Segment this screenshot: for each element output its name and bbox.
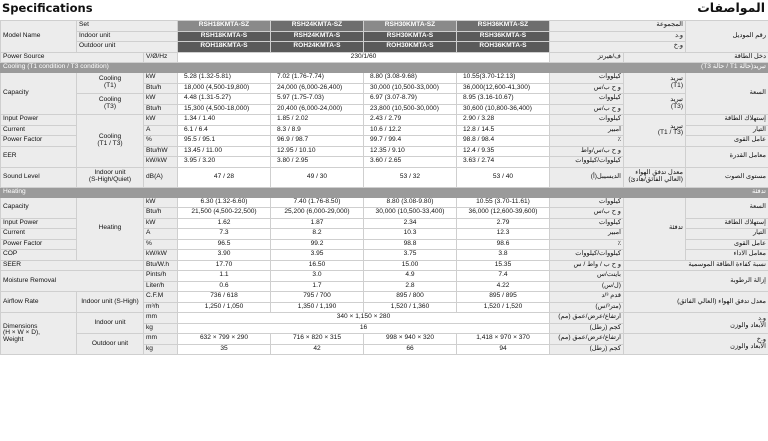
value-cell: 6.30 (1.32-6.60) [178,197,271,208]
value-cell: 10.55 (3.70-11.61) [457,197,550,208]
value-cell: 30,000 (10,500-33,000) [364,83,457,94]
value-cell: 36,000 (12,600-39,600) [457,208,550,219]
spec-cell: A [144,229,178,240]
value-cell: 24,000 (6,000-26,400) [271,83,364,94]
spec-cell: kW [144,73,178,84]
spec-cell: رقم الموديل [686,21,768,53]
spec-cell: و ح ب / واط / س [550,260,624,271]
value-cell: 96.5 [178,239,271,250]
spec-cell: kg [144,344,178,355]
section-row [1,187,768,197]
value-cell: 6.97 (3.07-8.79) [364,94,457,105]
title-ar: المواصفات [697,0,765,15]
spec-cell: m³/h [144,302,178,313]
value-cell: 99.7 / 99.4 [364,136,457,147]
spec-cell: Model Name [1,21,77,53]
spec-cell: كيلووات [550,218,624,229]
value-cell: 736 / 618 [178,292,271,303]
spec-cell [364,63,550,73]
value-cell: 1,520 / 1,360 [364,302,457,313]
spec-cell: تبريد (T1 / T3) [624,115,686,147]
spec-cell: و ح ب/س [550,104,624,115]
spec-cell: Btu/h [144,83,178,94]
spec-cell: تبريد (T1) [624,73,686,94]
value-cell: 99.2 [271,239,364,250]
spec-cell: kW [144,197,178,208]
value-cell: 998 × 940 × 320 [364,334,457,345]
value-cell: 2.90 / 3.28 [457,115,550,126]
spec-cell: % [144,136,178,147]
table-row [1,52,768,63]
spec-cell: Btu/hW [144,146,178,157]
section-header: تبريد(حالة T1 / حالة T3) [550,63,768,73]
spec-cell: Indoor unit [77,31,178,42]
value-cell: 7.3 [178,229,271,240]
spec-cell: Outdoor unit [77,42,178,53]
value-cell: 15.00 [364,260,457,271]
model-cell: ROH18KMTA-S [178,42,271,53]
header [0,0,768,17]
value-cell: 4.9 [364,271,457,282]
spec-cell: باينت/س [550,271,624,282]
spec-cell: كجم (رطل) [550,323,624,334]
spec-cell: kW [144,115,178,126]
spec-cell: ارتفاع/عرض/عمق (مم) [550,313,624,324]
value-cell: 5.28 (1.32-5.81) [178,73,271,84]
spec-cell: kW [144,94,178,105]
spec-cell: التيار [686,229,768,240]
spec-cell: SEER [1,260,144,271]
spec-cell: و ح ب/س [550,208,624,219]
table-row [1,197,768,208]
value-cell: 6.1 / 6.4 [178,125,271,136]
spec-cell: أمبير [550,125,624,136]
spec-cell [364,187,550,197]
value-cell: 0.6 [178,281,271,292]
value-cell: 1,418 × 970 × 370 [457,334,550,345]
spec-cell: Moisture Removal [1,271,144,292]
value-cell: 17.70 [178,260,271,271]
value-cell: 42 [271,344,364,355]
value-cell: 7.4 [457,271,550,282]
model-cell: RSH18KMTA-S [178,31,271,42]
value-cell: 36,000(12,600-41,300) [457,83,550,94]
table-row [1,115,768,126]
value-cell: 94 [457,344,550,355]
value-cell: 3.90 [178,250,271,261]
value-cell: 35 [178,344,271,355]
spec-cell: A [144,125,178,136]
spec-cell: معامل القدرة [686,146,768,167]
spec-cell: الديسيبل(أ) [550,167,624,187]
value-cell: 3.95 / 3.20 [178,157,271,168]
spec-cell: % [144,239,178,250]
model-cell: ROH36KMTA-S [457,42,550,53]
value-cell: 716 × 820 × 315 [271,334,364,345]
spec-cell: COP [1,250,77,261]
spec-cell: و.د [550,31,686,42]
value-cell: 1.85 / 2.02 [271,115,364,126]
section-header: تدفئة [550,187,768,197]
value-cell: 1.87 [271,218,364,229]
value-cell: 2.43 / 2.79 [364,115,457,126]
spec-cell: kg [144,323,178,334]
value-cell: 8.2 [271,229,364,240]
value-cell: 16.50 [271,260,364,271]
value-cell: 12.95 / 10.10 [271,146,364,157]
spec-cell: Set [77,21,178,32]
spec-cell: Heating [77,197,144,260]
value-cell: 1.1 [178,271,271,282]
value-cell: 98.8 [364,239,457,250]
spec-cell: C.F.M [144,292,178,303]
value-cell: 3.95 [271,250,364,261]
value-cell: 3.80 / 2.95 [271,157,364,168]
spec-cell: المجموعة [550,21,686,32]
spec-cell: 16 [178,323,550,334]
value-cell: 1.62 [178,218,271,229]
spec-cell: عامل القوى [686,239,768,250]
spec-cell: Indoor unit (S-High/Quiet) [77,167,144,187]
table-row [1,260,768,271]
value-cell: 10.3 [364,229,457,240]
value-cell: 96.9 / 98.7 [271,136,364,147]
title-en: Specifications [2,1,93,15]
spec-cell: إستهلاك الطاقة [686,218,768,229]
spec-cell: إستهلاك الطاقة [686,115,768,126]
spec-cell: Airflow Rate [1,292,77,313]
value-cell: 30,600 (10,800-36,400) [457,104,550,115]
model-cell: RSH36KMTA-SZ [457,21,550,32]
spec-cell: ارتفاع/عرض/عمق (مم) [550,334,624,345]
spec-cell: kW/kW [144,250,178,261]
value-cell: 5.97 (1.75-7.03) [271,94,364,105]
spec-cell: السعة [686,197,768,218]
value-cell: 7.02 (1.76-7.74) [271,73,364,84]
value-cell: 3.75 [364,250,457,261]
table-row [1,31,768,42]
table-row [1,21,768,32]
spec-cell: (ل/س) [550,281,624,292]
value-cell: 10.55(3.70-12.13) [457,73,550,84]
value-cell: 4.48 (1.31-5.27) [178,94,271,105]
spec-cell: قدم ³/د [550,292,624,303]
value-cell: 12.4 / 9.35 [457,146,550,157]
table-row [1,94,768,105]
model-cell: RSH30KMTA-SZ [364,21,457,32]
spec-cell: كيلووات [550,197,624,208]
spec-cell: V/Ø/Hz [144,52,178,63]
value-cell: 1,350 / 1,190 [271,302,364,313]
spec-cell: Capacity [1,73,77,115]
spec-cell: كيلووات [550,73,624,84]
spec-cell: كيلووات [550,94,624,105]
value-cell: 95.5 / 95.1 [178,136,271,147]
value-cell: 895 / 800 [364,292,457,303]
spec-cell: و ح ب/س [550,83,624,94]
spec-cell: Current [1,229,77,240]
spec-cell: Btu/h [144,208,178,219]
table-row [1,73,768,84]
model-cell: ROH30KMTA-S [364,42,457,53]
value-cell: 3.60 / 2.65 [364,157,457,168]
value-cell: 15.35 [457,260,550,271]
value-cell: 1,250 / 1,050 [178,302,271,313]
value-cell: 18,000 (4,500-19,800) [178,83,271,94]
value-cell: 20,400 (6,000-24,000) [271,104,364,115]
value-cell: 53 / 32 [364,167,457,187]
spec-cell: إزالة الرطوبة [624,271,768,292]
section-row [1,63,768,73]
spec-cell: تبريد (T3) [624,94,686,115]
value-cell: 632 × 799 × 290 [178,334,271,345]
value-cell: 3.63 / 2.74 [457,157,550,168]
spec-cell: تدفئة [624,197,686,260]
model-cell: RSH24KMTA-S [271,31,364,42]
spec-cell: ٪ [550,136,624,147]
spec-cell: 340 × 1,150 × 280 [178,313,550,324]
spec-cell: Capacity [1,197,77,218]
value-cell: 795 / 700 [271,292,364,303]
value-cell: 4.22 [457,281,550,292]
value-cell: 3.0 [271,271,364,282]
value-cell: 2.79 [457,218,550,229]
model-cell: ROH24KMTA-S [271,42,364,53]
value-cell: 7.40 (1.76-8.50) [271,197,364,208]
value-cell: 49 / 30 [271,167,364,187]
table-row [1,42,768,53]
value-cell: 1,520 / 1,520 [457,302,550,313]
spec-cell: Input Power [1,115,77,126]
spec-cell: Pints/h [144,271,178,282]
value-cell: 2.34 [364,218,457,229]
table-row [1,271,768,282]
spec-cell: التيار [686,125,768,136]
spec-cell: kW [144,218,178,229]
spec-cell: و.خ [550,42,686,53]
table-row [1,313,768,324]
spec-cell: معدل تدفق الهواء (العالي الفائق/هادئ) [624,167,686,187]
value-cell: 8.80 (3.08-9.80) [364,197,457,208]
spec-cell: (متر³/س) [550,302,624,313]
spec-cell: معامل الاداء [686,250,768,261]
spec-cell: dB(A) [144,167,178,187]
value-cell: 12.3 [457,229,550,240]
spec-cell: Dimensions (H × W × D), Weight [1,313,77,355]
spec-cell: Indoor unit (S-High) [77,292,144,313]
value-cell: 13.45 / 11.00 [178,146,271,157]
spec-cell: و.خ الأبعاد والوزن [624,334,768,355]
spec-cell: Cooling (T1 / T3) [77,115,144,168]
spec-cell: ف/هيرتز [550,52,624,63]
spec-cell: Cooling (T3) [77,94,144,115]
spec-cell: و.د الأبعاد والوزن [624,313,768,334]
value-cell: 3.8 [457,250,550,261]
spec-cell: mm [144,313,178,324]
spec-cell: السعة [686,73,768,115]
model-cell: RSH30KMTA-S [364,31,457,42]
section-header: Heating [1,187,364,197]
value-cell: 8.95 (3.16-10.67) [457,94,550,105]
spec-cell: Power Factor [1,136,77,147]
section-header: Cooling (T1 condition / T3 condition) [1,63,364,73]
value-cell: 12.35 / 9.10 [364,146,457,157]
value-cell: 21,500 (4,500-22,500) [178,208,271,219]
spec-cell: Current [1,125,77,136]
spec-cell: أمبير [550,229,624,240]
spec-cell: EER [1,146,77,167]
spec-cell: Btu/W.h [144,260,178,271]
spec-cell: ٪ [550,239,624,250]
spec-cell: Power Source [1,52,144,63]
spec-cell: معدل تدفق الهواء (العالي الفائق) [624,292,768,313]
value-cell: 47 / 28 [178,167,271,187]
value-cell: 66 [364,344,457,355]
spec-cell: Power Factor [1,239,77,250]
spec-cell [624,146,686,167]
table-row [1,167,768,187]
model-cell: RSH18KMTA-SZ [178,21,271,32]
model-cell: RSH24KMTA-SZ [271,21,364,32]
spec-cell: mm [144,334,178,345]
value-cell: 98.6 [457,239,550,250]
spec-cell: و ح ب/س/واط [550,146,624,157]
spec-cell: Outdoor unit [77,334,144,355]
spec-cell: كيلووات/كيلووات [550,157,624,168]
spec-cell: مستوى الصوت [686,167,768,187]
value-cell: 895 / 895 [457,292,550,303]
value-cell: 23,800 (10,500-30,000) [364,104,457,115]
value-cell: 15,300 (4,500-18,000) [178,104,271,115]
value-cell: 1.7 [271,281,364,292]
spec-cell: Input Power [1,218,77,229]
spec-cell: نسبة كفاءة الطاقة الموسمية [624,260,768,271]
value-cell: 10.6 / 12.2 [364,125,457,136]
model-cell: RSH36KMTA-S [457,31,550,42]
spec-cell: عامل القوى [686,136,768,147]
spec-cell: kW/kW [144,157,178,168]
value-cell: 30,000 (10,500-33,400) [364,208,457,219]
spec-cell: كجم (رطل) [550,344,624,355]
spec-cell: Sound Level [1,167,77,187]
spec-cell: كيلووات [550,115,624,126]
value-cell: 1.34 / 1.40 [178,115,271,126]
spec-cell: Btu/h [144,104,178,115]
value-cell: 53 / 40 [457,167,550,187]
table-row [1,334,768,345]
value-cell: 8.80 (3.08-9.68) [364,73,457,84]
value-cell: 12.8 / 14.5 [457,125,550,136]
value-cell: 8.3 / 8.9 [271,125,364,136]
spec-cell: Indoor unit [77,313,144,334]
spec-cell: Cooling (T1) [77,73,144,94]
spec-cell: دخل الطاقة [624,52,768,63]
value-cell: 98.8 / 98.4 [457,136,550,147]
spec-cell: Liter/h [144,281,178,292]
spec-cell: كيلووات/كيلووات [550,250,624,261]
spec-table [0,20,768,355]
value-cell: 2.8 [364,281,457,292]
table-row [1,292,768,303]
value-cell: 25,200 (6,000-29,000) [271,208,364,219]
spec-cell: 230/1/60 [178,52,550,63]
